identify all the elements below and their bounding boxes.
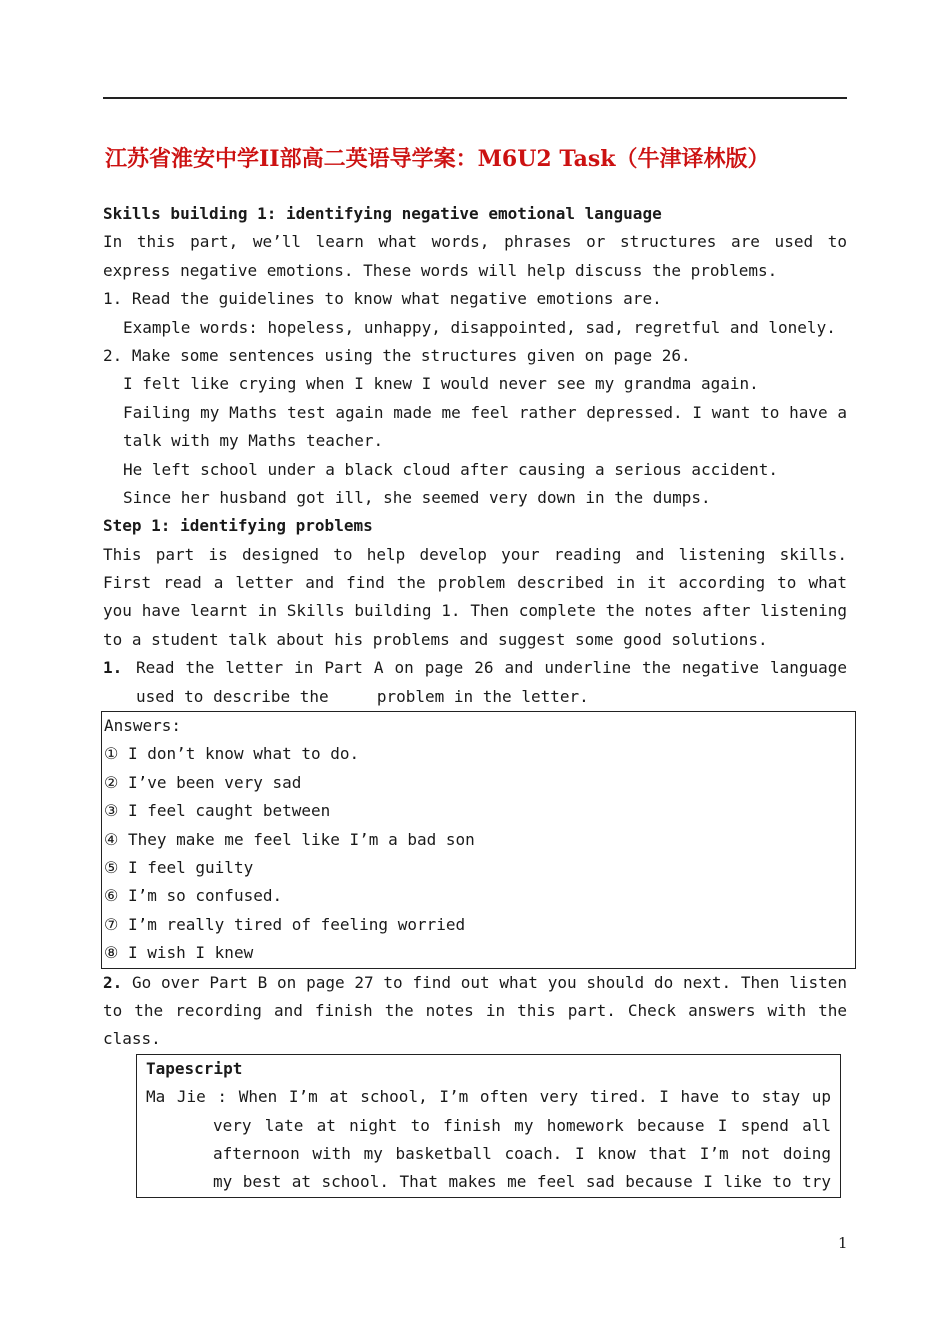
answer-item: ⑥ I’m so confused. [104, 886, 283, 906]
question-2-text: to the recording and finish the notes in this part. Check answers with the [103, 1000, 847, 1020]
skills-example-words: Example words: hopeless, unhappy, disappointed, sad, regretful and lonely. [123, 317, 836, 337]
example-sentence: I felt like crying when I knew I would never see my grandma again. [123, 374, 759, 394]
header-rule [103, 97, 847, 99]
step1-paragraph-line: you have learnt in Skills building 1. Then complete the notes after listening [103, 601, 847, 621]
tapescript-line: afternoon with my basketball coach. I know that I’m not doing [213, 1143, 831, 1163]
tapescript-box [136, 1054, 841, 1198]
skills-intro-line: express negative emotions. These words will help discuss the problems. [103, 260, 778, 280]
example-sentence: Failing my Maths test again made me feel rather depressed. I want to have a [123, 402, 847, 422]
skills-item-2: 2. Make some sentences using the structures given on page 26. [103, 345, 691, 365]
tapescript-line: very late at night to finish my homework because I spend all [213, 1115, 831, 1135]
answer-item: ② I’ve been very sad [104, 772, 302, 792]
step1-paragraph-line: First read a letter and find the problem described in it according to what [103, 573, 847, 593]
question-1-number: 1. [103, 658, 123, 678]
tapescript-line: Ma Jie : When I’m at school, I’m often very tired. I have to stay up [146, 1087, 831, 1107]
answer-item: ⑦ I’m really tired of feeling worried [104, 914, 466, 934]
question-2-text: class. [103, 1029, 161, 1049]
answer-item: ① I don’t know what to do. [104, 744, 360, 764]
document-title: 江苏省淮安中学II部高二英语导学案：M6U2 Task（牛津译林版） [105, 146, 770, 172]
example-sentence: He left school under a black cloud after causing a serious accident. [123, 459, 779, 479]
question-1-text: Read the letter in Part A on page 26 and underline the negative language [136, 658, 847, 678]
answers-label: Answers: [104, 716, 182, 736]
skills-intro-line: In this part, we’ll learn what words, phrases or structures are used to [103, 232, 847, 252]
step1-paragraph-line: to a student talk about his problems and suggest some good solutions. [103, 629, 768, 649]
question-2-number: 2. [103, 972, 123, 992]
answer-item: ④ They make me feel like I’m a bad son [104, 829, 475, 849]
answer-item: ⑤ I feel guilty [104, 857, 254, 877]
step1-paragraph-line: This part is designed to help develop your reading and listening skills. [103, 544, 847, 564]
question-2-text: Go over Part B on page 27 to find out what you should do next. Then listen [132, 972, 847, 992]
question-2 [103, 969, 847, 997]
answer-item: ③ I feel caught between [104, 801, 331, 821]
example-sentence: Since her husband got ill, she seemed very down in the dumps. [123, 487, 711, 507]
tapescript-heading: Tapescript [146, 1058, 243, 1078]
skills-item-1: 1. Read the guidelines to know what negative emotions are. [103, 289, 662, 309]
answers-box [101, 711, 856, 969]
document-body [103, 200, 847, 1198]
example-sentence: talk with my Maths teacher. [123, 431, 384, 451]
skills-heading: Skills building 1: identifying negative emotional language [103, 204, 662, 223]
question-1-text: used to describe the problem in the letter. [136, 686, 589, 706]
question-1 [103, 654, 847, 682]
page-number: 1 [838, 1234, 848, 1252]
answer-item: ⑧ I wish I knew [104, 943, 254, 963]
step1-heading: Step 1: identifying problems [103, 516, 373, 536]
tapescript-line: my best at school. That makes me feel sad because I like to try [213, 1172, 831, 1192]
